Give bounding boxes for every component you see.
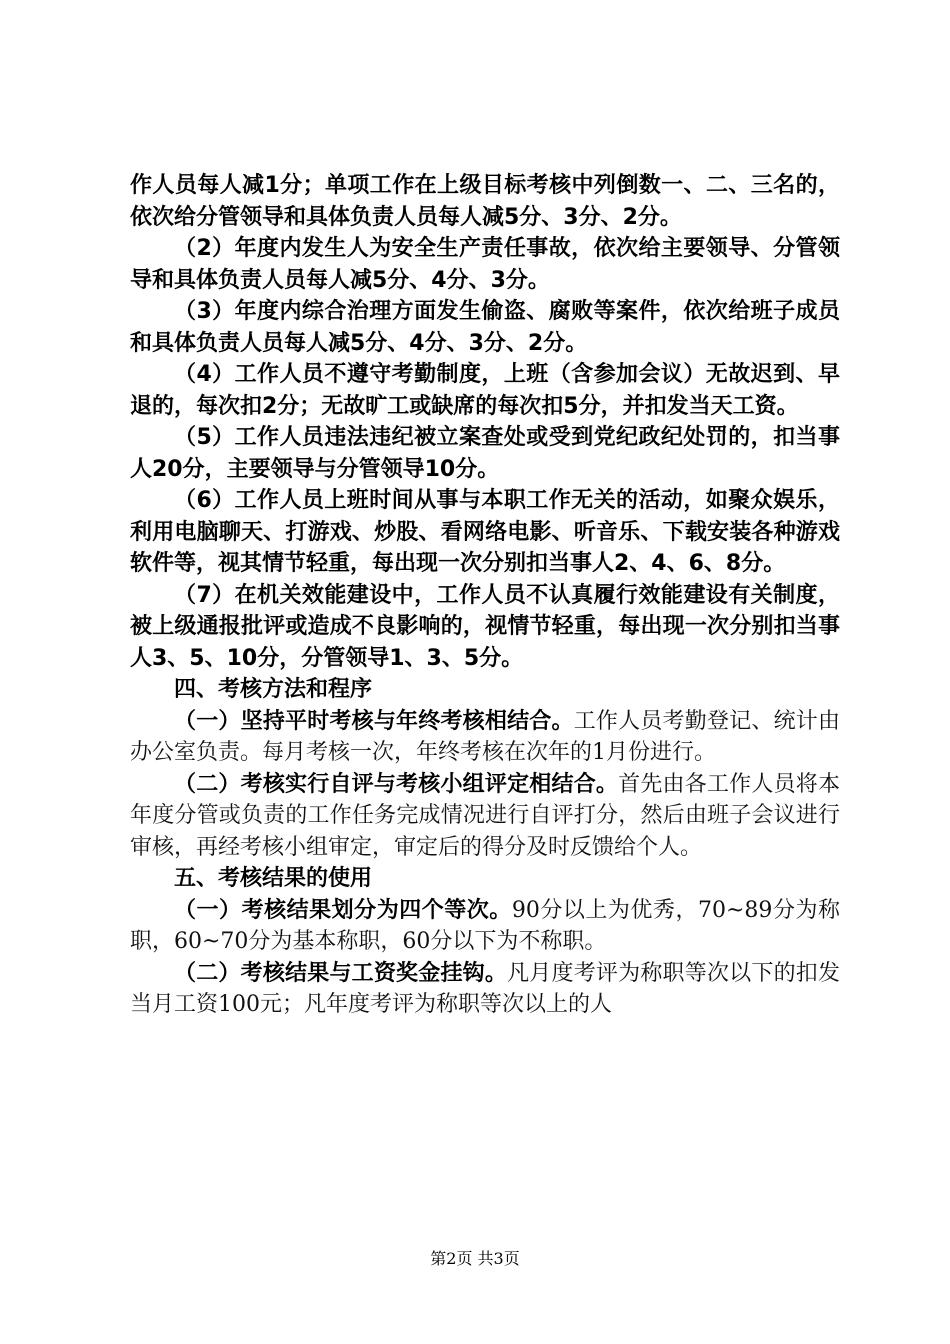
- paragraph-9-text: 工作人员考勤登记、统计由办公室负责。每月考核一次，年终考核在次年的1月份进行。: [130, 708, 840, 765]
- paragraph-9: [130, 706, 840, 769]
- paragraph-13: [130, 958, 840, 1021]
- paragraph-6: [130, 485, 840, 580]
- paragraph-12-lead: （一）考核结果划分为四个等次。: [174, 897, 512, 923]
- paragraph-5-text: （5）工作人员违法违纪被立案查处或受到党纪政纪处罚的，扣当事人20分，主要领导与分管领导10分。: [130, 425, 840, 482]
- paragraph-7: [130, 580, 840, 675]
- paragraph-4-text: （4）工作人员不遵守考勤制度，上班（含参加会议）无故迟到、早退的，每次扣2分；无故旷工或缺席的每次扣5分，并扣发当天工资。: [130, 362, 840, 419]
- paragraph-9-lead: （一）坚持平时考核与年终考核相结合。: [174, 708, 574, 734]
- page-footer: 第2页 共3页: [430, 1249, 520, 1268]
- paragraph-5: [130, 422, 840, 485]
- document-body: [130, 170, 840, 1021]
- paragraph-10-lead: （二）考核实行自评与考核小组评定相结合。: [174, 771, 619, 797]
- paragraph-12: [130, 895, 840, 958]
- paragraph-4: [130, 359, 840, 422]
- paragraph-1-text: 作人员每人减1分；单项工作在上级目标考核中列倒数一、二、三名的，依次给分管领导和具体负责人员每人减5分、3分、2分。: [130, 173, 840, 230]
- section-heading-5: [130, 863, 840, 895]
- paragraph-7-text: （7）在机关效能建设中，工作人员不认真履行效能建设有关制度，被上级通报批评或造成不良影响的，视情节轻重，每出现一次分别扣当事人3、5、10分，分管领导1、3、5分。: [130, 582, 840, 671]
- paragraph-1: [130, 170, 840, 233]
- paragraph-3: [130, 296, 840, 359]
- paragraph-10: [130, 769, 840, 864]
- section-heading-4-text: 四、考核方法和程序: [174, 677, 373, 702]
- paragraph-13-lead: （二）考核结果与工资奖金挂钩。: [174, 960, 508, 986]
- paragraph-12-text: 90分以上为优秀，70~89分为称职，60~70分为基本称职，60分以下为不称职。: [130, 897, 840, 954]
- paragraph-2: [130, 233, 840, 296]
- section-heading-5-text: 五、考核结果的使用: [174, 866, 373, 891]
- paragraph-3-text: （3）年度内综合治理方面发生偷盗、腐败等案件，依次给班子成员和具体负责人员每人减5分、4分、3分、2分。: [130, 299, 840, 356]
- paragraph-6-text: （6）工作人员上班时间从事与本职工作无关的活动，如聚众娱乐，利用电脑聊天、打游戏、炒股、看网络电影、听音乐、下载安装各种游戏软件等，视其情节轻重，每出现一次分别扣当事人2、4、6、8分。: [130, 488, 840, 576]
- paragraph-13-text: 凡月度考评为称职等次以下的扣发当月工资100元；凡年度考评为称职等次以上的人: [130, 960, 840, 1017]
- paragraph-10-text: 首先由各工作人员将本年度分管或负责的工作任务完成情况进行自评打分，然后由班子会议进行审核，再经考核小组审定，审定后的得分及时反馈给个人。: [130, 771, 840, 860]
- paragraph-2-text: （2）年度内发生人为安全生产责任事故，依次给主要领导、分管领导和具体负责人员每人减5分、4分、3分。: [130, 236, 840, 293]
- section-heading-4: [130, 674, 840, 706]
